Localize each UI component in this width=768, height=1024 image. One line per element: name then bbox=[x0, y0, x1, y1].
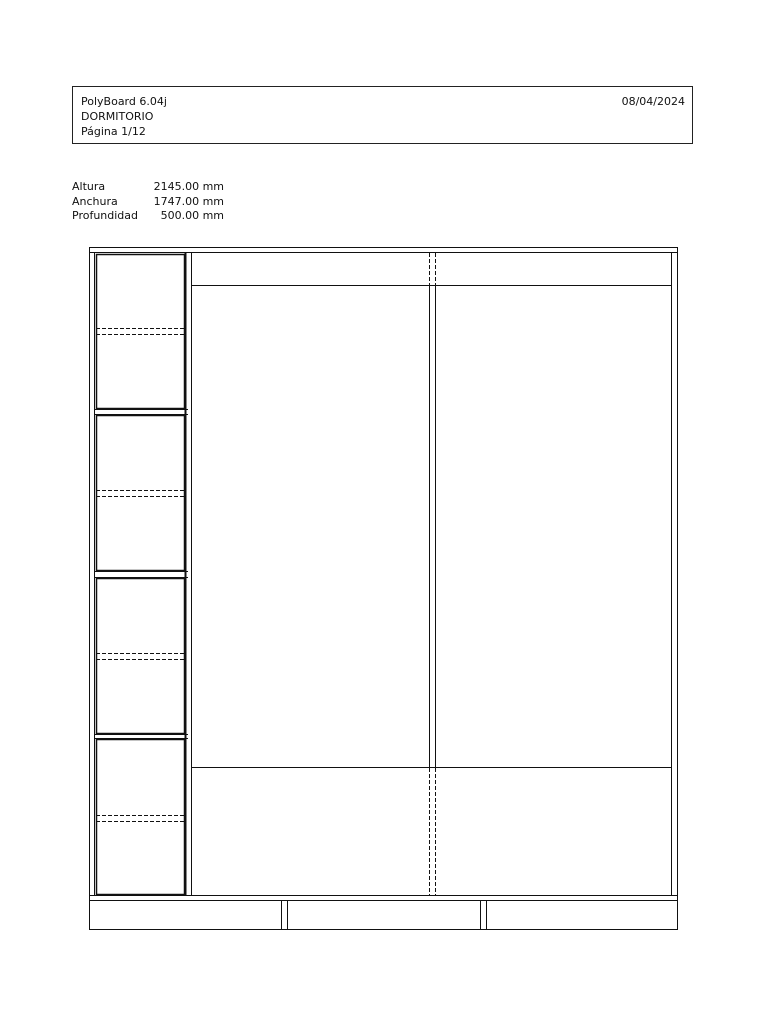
software-version: PolyBoard 6.04j bbox=[81, 95, 167, 108]
project-name: DORMITORIO bbox=[81, 110, 154, 123]
dimension-label: Profundidad bbox=[72, 209, 139, 222]
door-panel bbox=[97, 416, 185, 571]
plinth bbox=[90, 901, 678, 930]
dimension-label: Anchura bbox=[72, 195, 118, 208]
dimension-label: Altura bbox=[72, 180, 106, 193]
door-panel bbox=[97, 579, 185, 734]
door-panel bbox=[97, 740, 185, 895]
dimension-value: 500.00 mm bbox=[160, 209, 224, 222]
print-date: 08/04/2024 bbox=[621, 95, 685, 108]
top-panel bbox=[90, 248, 678, 253]
dimension-value: 2145.00 mm bbox=[153, 180, 224, 193]
dimension-value: 1747.00 mm bbox=[153, 195, 224, 208]
page-number: Página 1/12 bbox=[81, 125, 146, 138]
door-panel bbox=[97, 255, 185, 409]
